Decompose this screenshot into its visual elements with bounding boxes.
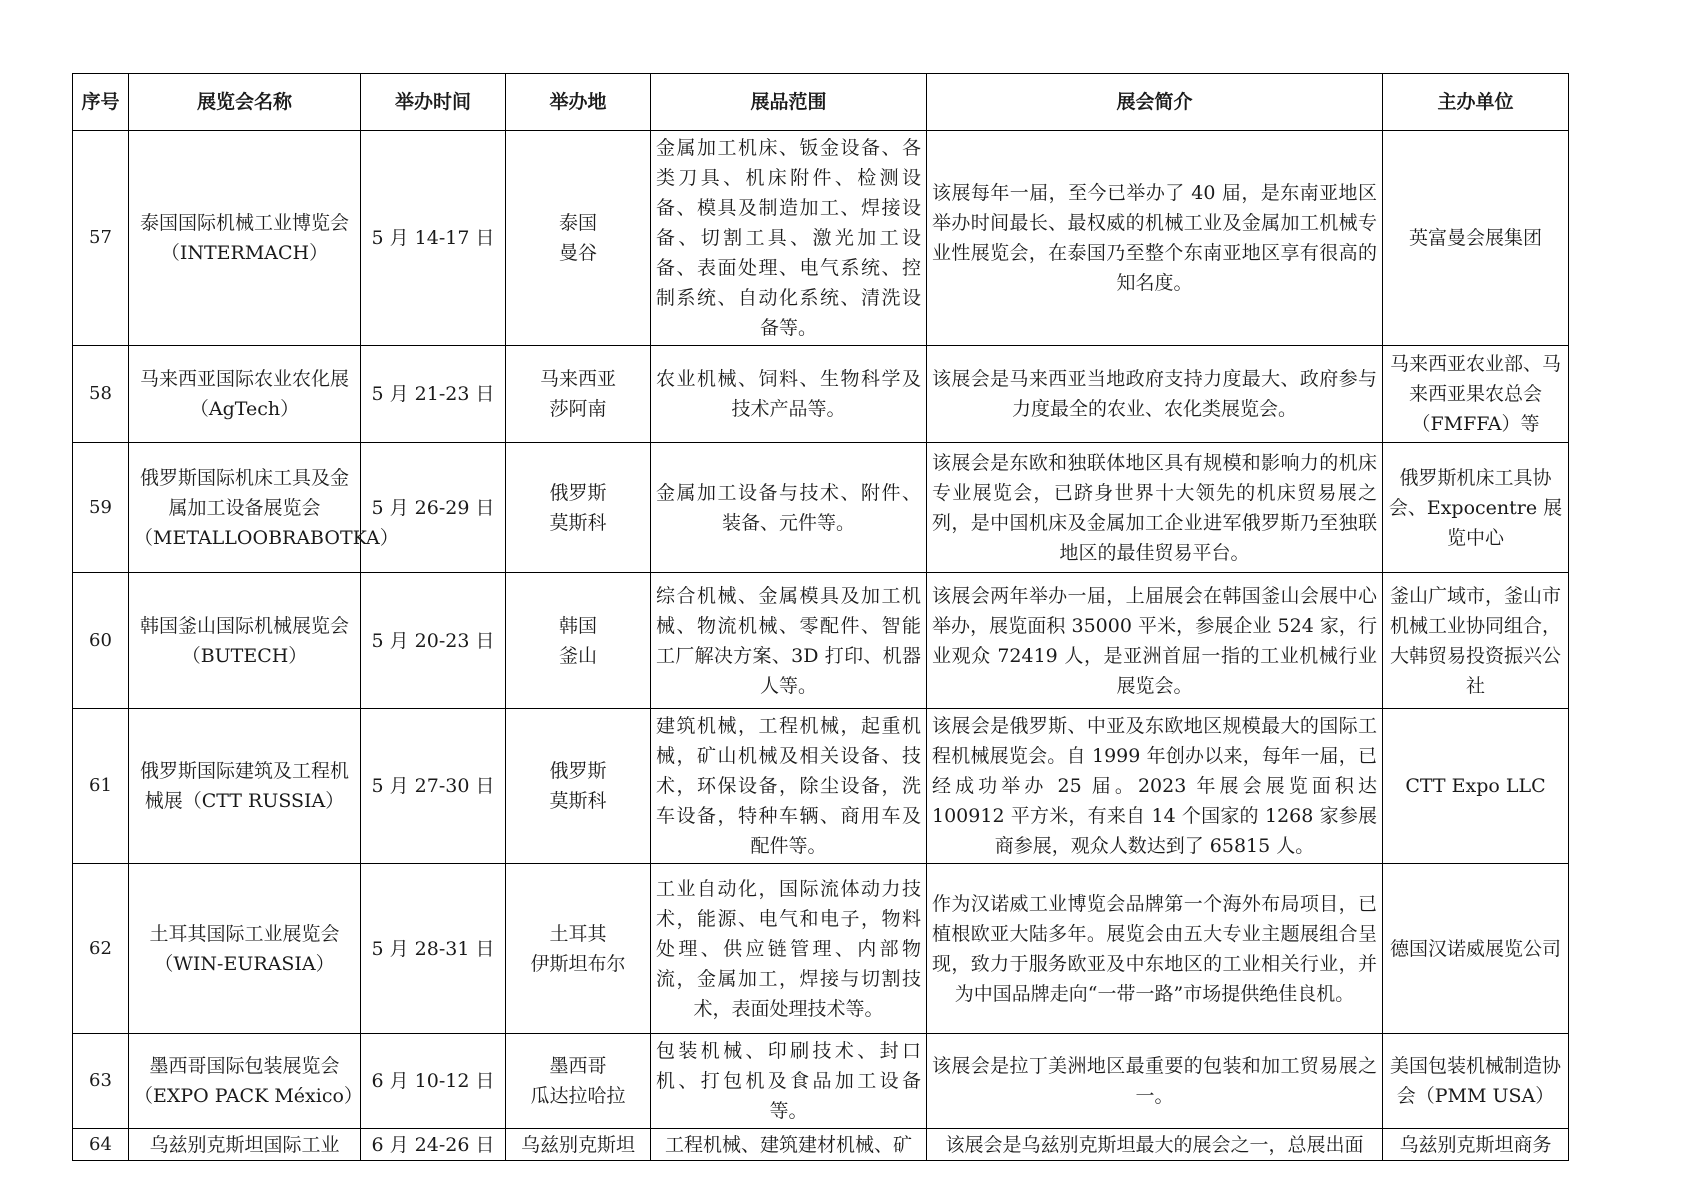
table-header-row [73, 74, 1569, 131]
cell-name: 泰国国际机械工业博览会（INTERMACH） [129, 131, 361, 346]
cell-name: 韩国釜山国际机械展览会（BUTECH） [129, 573, 361, 709]
cell-intro-text: 该展会是乌兹别克斯坦最大的展会之一，总展出面 [945, 1134, 1364, 1156]
cell-time: 5 月 20-23 日 [361, 573, 506, 709]
cell-organizer: CTT Expo LLC [1383, 709, 1569, 864]
cell-intro: 该展每年一届，至今已举办了 40 届，是东南亚地区举办时间最长、最权威的机械工业及金属加工机械专业性展览会，在泰国乃至整个东南亚地区享有很高的知名度。 [927, 131, 1383, 346]
cell-no: 58 [73, 346, 129, 443]
cell-place: 俄罗斯 莫斯科 [506, 709, 651, 864]
cell-organizer: 英富曼会展集团 [1383, 131, 1569, 346]
cell-organizer-text: 乌兹别克斯坦商务 [1399, 1134, 1552, 1156]
cell-organizer: 德国汉诺威展览公司 [1383, 864, 1569, 1034]
cell-scope: 建筑机械，工程机械，起重机械，矿山机械及相关设备、技术，环保设备，除尘设备，洗车设备，特种车辆、商用车及配件等。 [651, 709, 927, 864]
cell-time-text: 6 月 24-26 日 [371, 1134, 495, 1156]
cell-name: 俄罗斯国际建筑及工程机械展（CTT RUSSIA） [129, 709, 361, 864]
cell-intro [927, 1129, 1383, 1161]
cell-name: 俄罗斯国际机床工具及金属加工设备展览会（METALLOOBRABOTKA） [129, 443, 361, 573]
header-scope: 展品范围 [651, 74, 927, 131]
cell-time: 5 月 27-30 日 [361, 709, 506, 864]
cell-no-text: 64 [89, 1134, 112, 1155]
cell-organizer: 俄罗斯机床工具协会、Expocentre 展览中心 [1383, 443, 1569, 573]
cell-scope: 金属加工设备与技术、附件、装备、元件等。 [651, 443, 927, 573]
cell-place: 马来西亚 莎阿南 [506, 346, 651, 443]
header-no: 序号 [73, 74, 129, 131]
cell-scope: 农业机械、饲料、生物科学及技术产品等。 [651, 346, 927, 443]
cell-place: 泰国 曼谷 [506, 131, 651, 346]
cell-intro: 该展会是俄罗斯、中亚及东欧地区规模最大的国际工程机械展览会。自 1999 年创办以来，每年一届，已经成功举办 25 届。2023 年展会展览面积达 100912 平方米，有来自 14 个国家的 1268 家参展商参展，观众人数达到了 65815 人。 [927, 709, 1383, 864]
cell-intro: 该展会是拉丁美洲地区最重要的包装和加工贸易展之一。 [927, 1034, 1383, 1129]
cell-scope-text: 工程机械、建筑建材机械、矿 [664, 1134, 912, 1156]
table-row [73, 573, 1569, 709]
cell-intro: 该展会两年举办一届，上届展会在韩国釜山会展中心举办，展览面积 35000 平米，参展企业 524 家，行业观众 72419 人，是亚洲首屈一指的工业机械行业展览会。 [927, 573, 1383, 709]
cell-no: 63 [73, 1034, 129, 1129]
cell-scope [651, 1129, 927, 1161]
cell-scope: 工业自动化，国际流体动力技术，能源、电气和电子，物料处理、供应链管理、内部物流，金属加工，焊接与切割技术，表面处理技术等。 [651, 864, 927, 1034]
cell-time: 6 月 10-12 日 [361, 1034, 506, 1129]
table-row [73, 131, 1569, 346]
header-name: 展览会名称 [129, 74, 361, 131]
cell-scope: 综合机械、金属模具及加工机械、物流机械、零配件、智能工厂解决方案、3D 打印、机器人等。 [651, 573, 927, 709]
cell-time: 5 月 21-23 日 [361, 346, 506, 443]
table-row [73, 1129, 1569, 1161]
cell-no: 60 [73, 573, 129, 709]
cell-scope: 金属加工机床、钣金设备、各类刀具、机床附件、检测设备、模具及制造加工、焊接设备、切割工具、激光加工设备、表面处理、电气系统、控制系统、自动化系统、清洗设备等。 [651, 131, 927, 346]
cell-place-text: 乌兹别克斯坦 [520, 1134, 635, 1156]
cell-intro: 作为汉诺威工业博览会品牌第一个海外布局项目，已植根欧亚大陆多年。展览会由五大专业主题展组合呈现，致力于服务欧亚及中东地区的工业相关行业，并为中国品牌走向“一带一路”市场提供绝佳良机。 [927, 864, 1383, 1034]
cell-name: 土耳其国际工业展览会（WIN-EURASIA） [129, 864, 361, 1034]
cell-time: 5 月 26-29 日 [361, 443, 506, 573]
cell-name: 马来西亚国际农业农化展（AgTech） [129, 346, 361, 443]
cell-organizer [1383, 1129, 1569, 1161]
cell-time: 5 月 28-31 日 [361, 864, 506, 1034]
table-row [73, 443, 1569, 573]
cell-no: 59 [73, 443, 129, 573]
cell-organizer: 美国包装机械制造协会（PMM USA） [1383, 1034, 1569, 1129]
header-organizer: 主办单位 [1383, 74, 1569, 131]
table-row [73, 346, 1569, 443]
cell-no: 62 [73, 864, 129, 1034]
cell-no: 61 [73, 709, 129, 864]
exhibition-table [72, 73, 1569, 1161]
cell-time: 5 月 14-17 日 [361, 131, 506, 346]
table-row [73, 709, 1569, 864]
cell-intro: 该展会是马来西亚当地政府支持力度最大、政府参与力度最全的农业、农化类展览会。 [927, 346, 1383, 443]
header-intro: 展会简介 [927, 74, 1383, 131]
header-time: 举办时间 [361, 74, 506, 131]
cell-organizer: 釜山广域市，釜山市机械工业协同组合，大韩贸易投资振兴公社 [1383, 573, 1569, 709]
cell-time [361, 1129, 506, 1161]
cell-place: 墨西哥 瓜达拉哈拉 [506, 1034, 651, 1129]
cell-place [506, 1129, 651, 1161]
cell-name: 墨西哥国际包装展览会（EXPO PACK México） [129, 1034, 361, 1129]
cell-place: 俄罗斯 莫斯科 [506, 443, 651, 573]
cell-organizer: 马来西亚农业部、马来西亚果农总会（FMFFA）等 [1383, 346, 1569, 443]
cell-name [129, 1129, 361, 1161]
table-row [73, 864, 1569, 1034]
cell-place: 土耳其 伊斯坦布尔 [506, 864, 651, 1034]
cell-no [73, 1129, 129, 1161]
cell-scope: 包装机械、印刷技术、封口机、打包机及食品加工设备等。 [651, 1034, 927, 1129]
cell-place: 韩国 釜山 [506, 573, 651, 709]
table-row [73, 1034, 1569, 1129]
header-place: 举办地 [506, 74, 651, 131]
cell-no: 57 [73, 131, 129, 346]
cell-name-text: 乌兹别克斯坦国际工业 [149, 1134, 340, 1156]
cell-intro: 该展会是东欧和独联体地区具有规模和影响力的机床专业展览会，已跻身世界十大领先的机床贸易展之列，是中国机床及金属加工企业进军俄罗斯乃至独联地区的最佳贸易平台。 [927, 443, 1383, 573]
